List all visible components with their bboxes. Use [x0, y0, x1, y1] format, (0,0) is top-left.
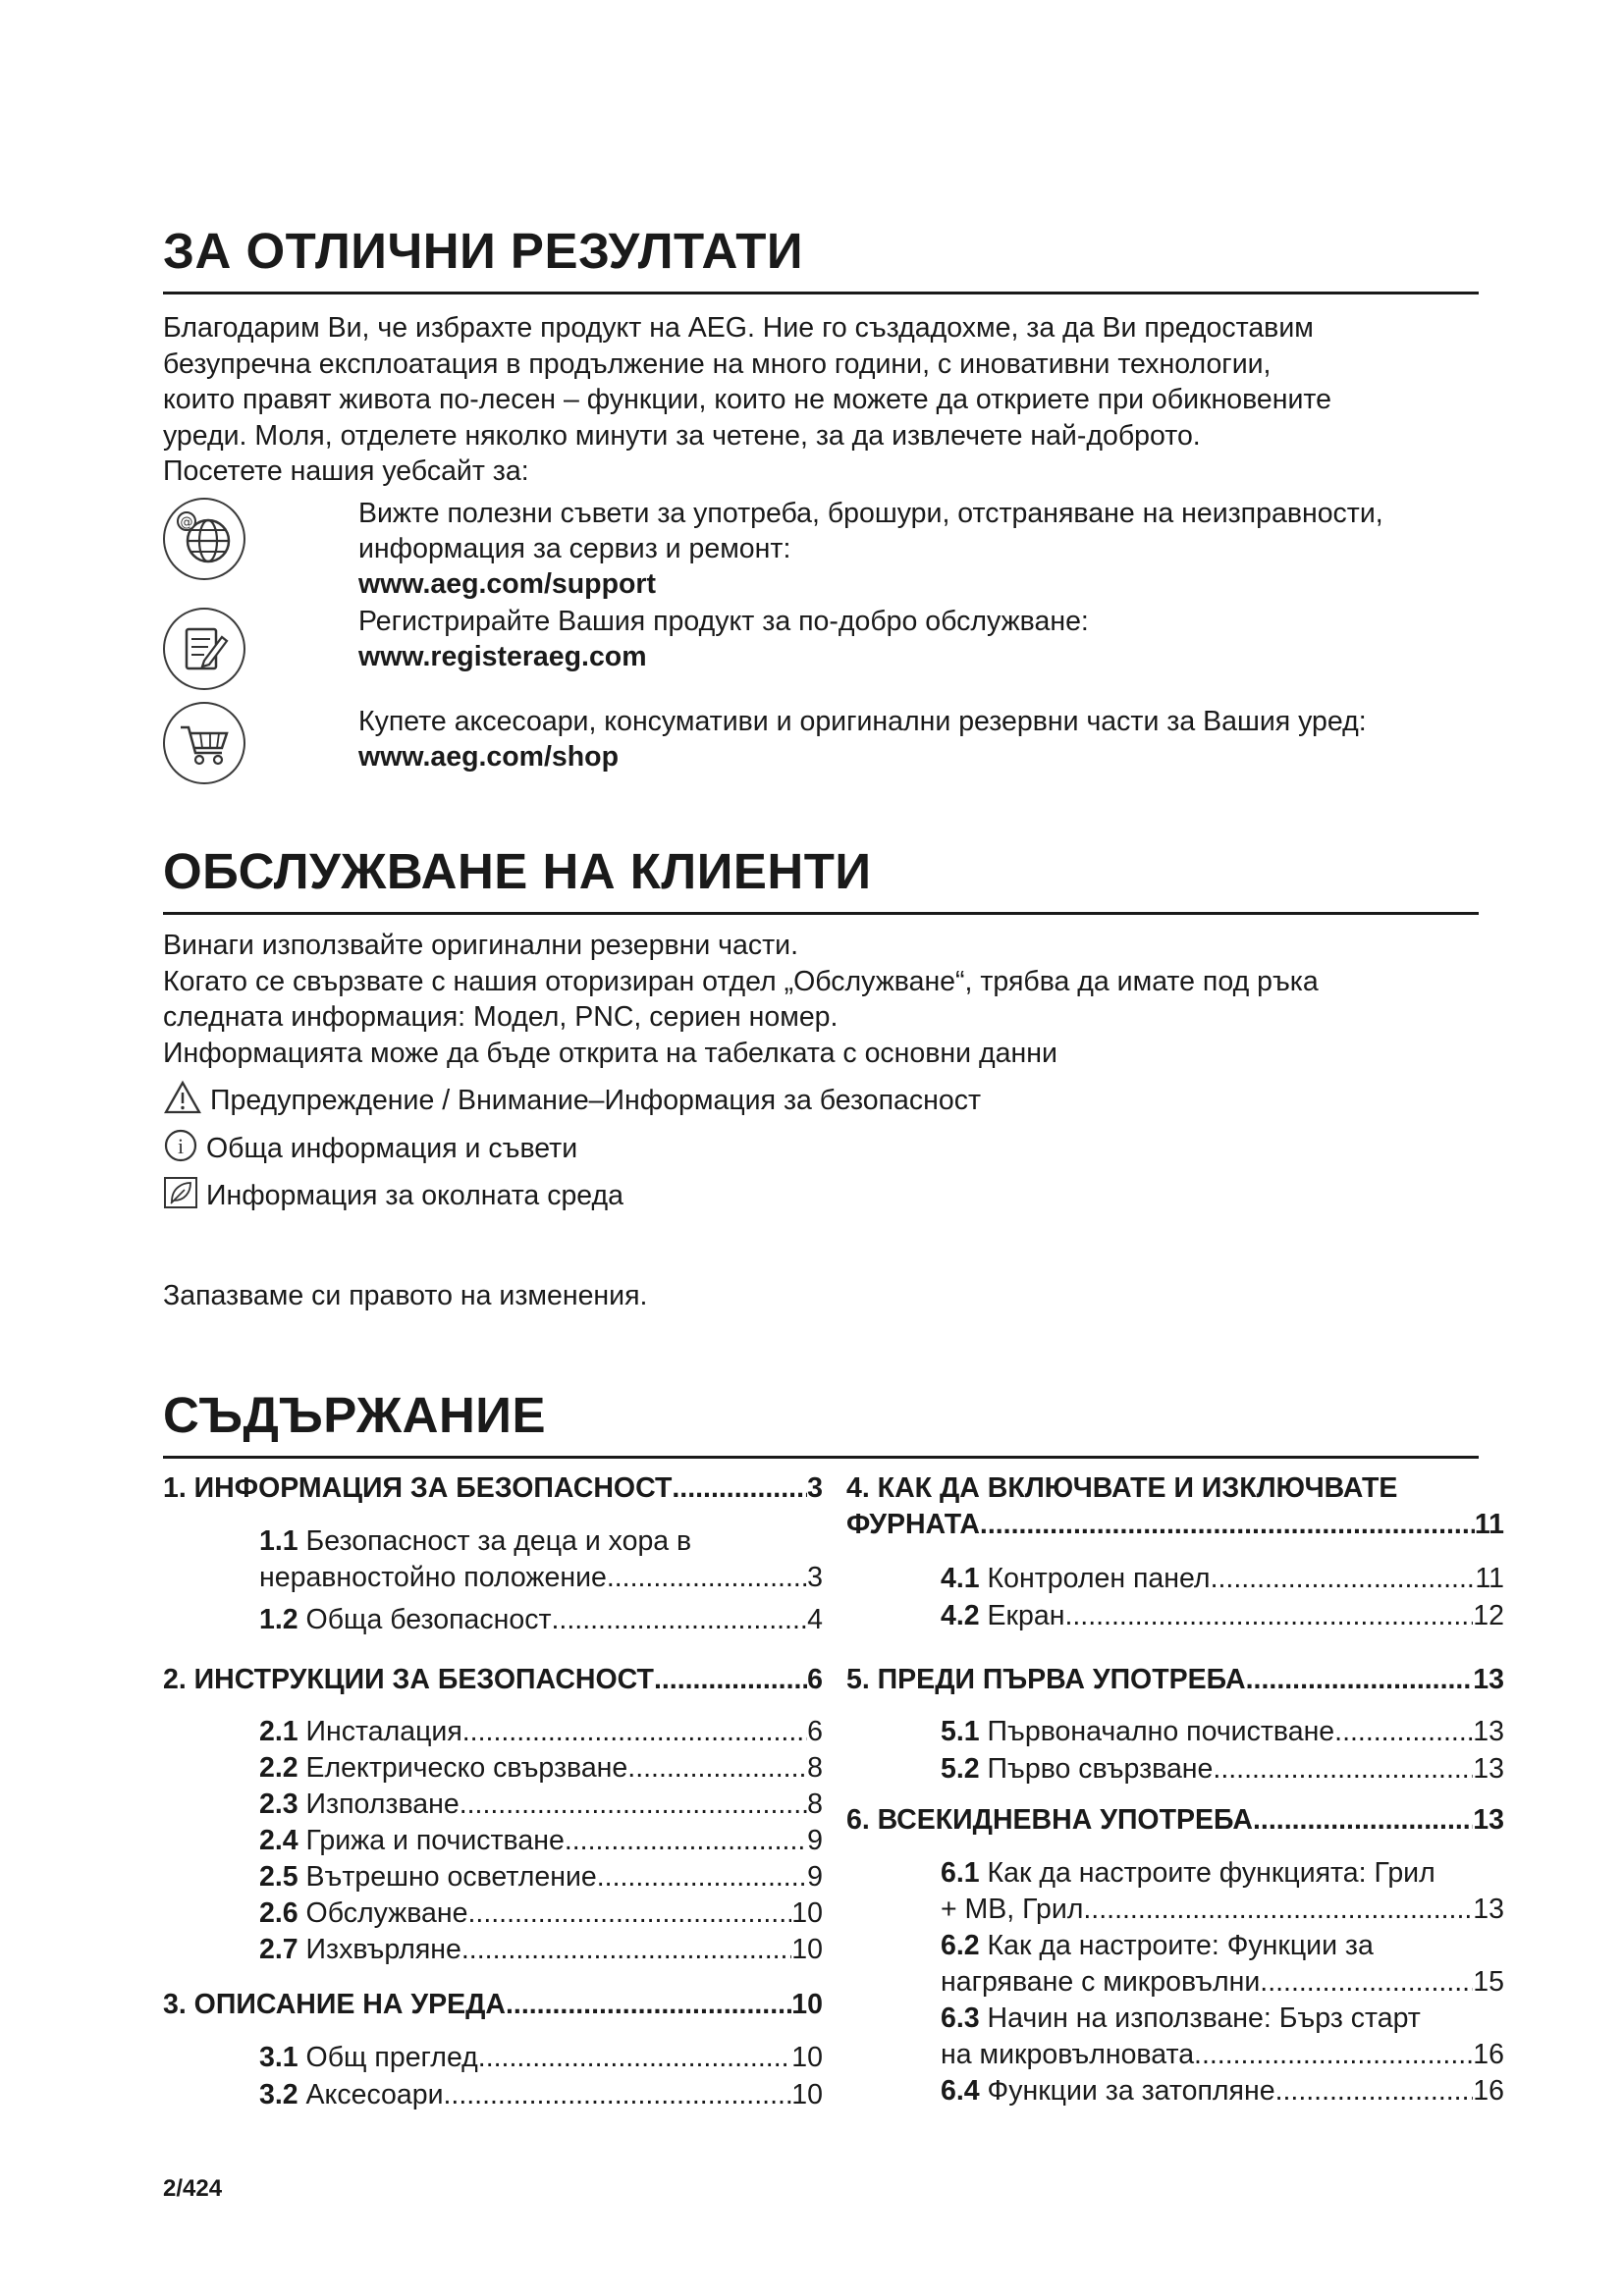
heading-customer-service: ОБСЛУЖВАНЕ НА КЛИЕНТИ — [163, 846, 1479, 915]
toc-item-number: 1.2 — [259, 1604, 298, 1635]
web-item-text: Купете аксесоари, консумативи и оригинални резервни части за Вашия уред: — [358, 706, 1367, 737]
toc-section-1[interactable] — [163, 1472, 823, 1505]
toc-section-title: ФУРНАТА — [846, 1509, 980, 1540]
toc-page: 11 — [1475, 1563, 1504, 1594]
toc-item-number: 3.2 — [259, 2079, 298, 2110]
svg-text:i: i — [177, 1134, 185, 1158]
toc-page: 10 — [791, 1934, 823, 1965]
toc-item-1-2[interactable] — [259, 1604, 823, 1636]
toc-page: 4 — [807, 1604, 823, 1635]
toc-item-text: Електрическо свързване — [305, 1752, 628, 1784]
toc-item[interactable] — [259, 1897, 823, 1930]
toc-page: 13 — [1473, 1804, 1504, 1836]
toc-item[interactable] — [259, 1861, 823, 1894]
toc-item-number: 6.3 — [941, 2002, 980, 2034]
register-link[interactable]: www.registeraeg.com — [358, 641, 647, 672]
toc-item-text: Начин на използване: Бърз старт — [987, 2002, 1421, 2034]
toc-page: 9 — [807, 1825, 823, 1856]
service-line: Винаги използвайте оригинални резервни части. — [163, 930, 798, 961]
toc-item[interactable] — [259, 2079, 823, 2111]
toc-item-text: нагряване с микровълни — [941, 1966, 1261, 1998]
toc-page: 3 — [807, 1472, 823, 1504]
toc-item[interactable] — [259, 2042, 823, 2074]
shopping-cart-icon — [163, 702, 245, 784]
toc-item-text: Първоначално почистване — [987, 1716, 1335, 1747]
toc-item-number: 2.4 — [259, 1825, 298, 1856]
legend-environment — [163, 1176, 623, 1218]
toc-page: 10 — [791, 1989, 823, 2020]
support-link[interactable]: www.aeg.com/support — [358, 568, 656, 600]
toc-item-number: 1.1 — [259, 1525, 298, 1557]
toc-item-number: 5.1 — [941, 1716, 980, 1747]
intro-line: които правят живота по-лесен – функции, които не можете да откриете при обикновените — [163, 384, 1331, 415]
toc-item[interactable] — [259, 1825, 823, 1857]
toc-section-2[interactable] — [163, 1664, 823, 1696]
toc-item-number: 2.6 — [259, 1897, 298, 1929]
toc-item-number: 3.1 — [259, 2042, 298, 2073]
service-paragraph — [163, 928, 1479, 1071]
toc-item-text: Контролен панел — [987, 1563, 1211, 1594]
toc-item-6-3[interactable] — [941, 2002, 1504, 2071]
heading-results: ЗА ОТЛИЧНИ РЕЗУЛТАТИ — [163, 226, 1479, 294]
toc-section-5[interactable] — [846, 1664, 1504, 1696]
globe-icon — [163, 498, 245, 580]
toc-section-title: 6. ВСЕКИДНЕВНА УПОТРЕБА — [846, 1804, 1254, 1836]
toc-item-number: 6.4 — [941, 2075, 980, 2107]
legend-info — [163, 1128, 577, 1172]
web-item-text: информация за сервиз и ремонт: — [358, 533, 791, 564]
toc-page: 3 — [807, 1562, 823, 1593]
toc-item-text: Обща безопасност — [305, 1604, 552, 1635]
toc-page: 10 — [791, 2079, 823, 2110]
toc-section-6[interactable] — [846, 1804, 1504, 1837]
toc-page: 13 — [1473, 1664, 1504, 1695]
page-number: 2/424 — [163, 2175, 223, 2202]
toc-item-text: Изхвърляне — [305, 1934, 461, 1965]
toc-item-text: Функции за затопляне — [987, 2075, 1275, 2107]
toc-item-text: Безопасност за деца и хора в — [305, 1525, 692, 1557]
toc-section-title: 1. ИНФОРМАЦИЯ ЗА БЕЗОПАСНОСТ — [163, 1472, 673, 1504]
heading-contents: СЪДЪРЖАНИЕ — [163, 1390, 1479, 1459]
toc-page: 10 — [791, 1897, 823, 1929]
toc-item-6-4[interactable] — [941, 2075, 1504, 2108]
shop-link[interactable]: www.aeg.com/shop — [358, 741, 619, 773]
toc-section-title: 5. ПРЕДИ ПЪРВА УПОТРЕБА — [846, 1664, 1246, 1695]
intro-paragraph — [163, 310, 1479, 490]
toc-item-text: Екран — [987, 1600, 1065, 1631]
intro-line: уреди. Моля, отделете няколко минути за четене, за да извлечете най-доброто. — [163, 419, 1201, 452]
toc-item[interactable] — [259, 1752, 823, 1785]
service-line: Когато се свързвате с нашия оторизиран отдел „Обслужване“, трябва да имате под ръка — [163, 965, 1319, 997]
toc-item-text: Използване — [305, 1789, 460, 1820]
toc-section-title: 2. ИНСТРУКЦИИ ЗА БЕЗОПАСНОСТ — [163, 1664, 654, 1695]
toc-item[interactable] — [941, 1753, 1504, 1786]
toc-item-6-2[interactable] — [941, 1930, 1504, 1999]
service-line: Информацията може да бъде открита на табелката с основни данни — [163, 1037, 1057, 1069]
toc-item-text: Инсталация — [305, 1716, 462, 1747]
legend-text: Предупреждение / Внимание–Информация за безопасност — [210, 1085, 982, 1117]
toc-item-number: 2.5 — [259, 1861, 298, 1893]
toc-item-number: 6.2 — [941, 1930, 980, 1961]
toc-item-text: на микровълновата — [941, 2039, 1195, 2070]
intro-line: Посетете нашия уебсайт за: — [163, 455, 529, 487]
service-line: следната информация: Модел, PNC, сериен номер. — [163, 1001, 839, 1033]
warning-triangle-icon — [163, 1080, 202, 1124]
toc-item[interactable] — [259, 1716, 823, 1748]
toc-page: 8 — [807, 1789, 823, 1820]
legend-warning — [163, 1080, 981, 1124]
toc-item-text: Как да настроите: Функции за — [987, 1930, 1374, 1961]
toc-item-number: 2.1 — [259, 1716, 298, 1747]
toc-page: 16 — [1473, 2075, 1504, 2107]
toc-section-title: 4. КАК ДА ВКЛЮЧВАТЕ И ИЗКЛЮЧВАТЕ — [846, 1472, 1398, 1504]
toc-item-text: Аксесоари — [305, 2079, 444, 2110]
web-item-text: Регистрирайте Вашия продукт за по-добро обслужване: — [358, 606, 1089, 637]
toc-item-number: 2.7 — [259, 1934, 298, 1965]
intro-line: безупречна експлоатация в продължение на много години, с иновативни технологии, — [163, 347, 1272, 380]
toc-item-text: + МВ, Грил — [941, 1894, 1084, 1925]
toc-item-number: 4.2 — [941, 1600, 980, 1631]
toc-page: 11 — [1474, 1509, 1504, 1540]
toc-item[interactable] — [941, 1563, 1504, 1595]
toc-item-text: Първо свързване — [987, 1753, 1214, 1785]
toc-item-number: 6.1 — [941, 1857, 980, 1889]
svg-text:@: @ — [180, 515, 193, 530]
toc-item[interactable] — [259, 1934, 823, 1966]
toc-item-text: неравностойно положение — [259, 1562, 607, 1593]
environment-leaf-icon — [163, 1176, 198, 1218]
register-form-icon — [163, 608, 245, 690]
toc-page: 12 — [1473, 1600, 1504, 1631]
toc-page: 8 — [807, 1752, 823, 1784]
legend-text: Информация за околната среда — [206, 1180, 624, 1212]
toc-item[interactable] — [941, 1716, 1504, 1748]
toc-item[interactable] — [941, 1600, 1504, 1632]
toc-page: 10 — [791, 2042, 823, 2073]
toc-section-4[interactable] — [846, 1472, 1504, 1541]
intro-line: Благодарим Ви, че избрахте продукт на AEG. Ние го създадохме, за да Ви предоставим — [163, 312, 1314, 344]
rights-note-text: Запазваме си правото на изменения. — [163, 1280, 648, 1311]
toc-page: 6 — [807, 1716, 823, 1747]
info-circle-icon — [163, 1128, 198, 1172]
toc-item-text: Вътрешно осветление — [305, 1861, 597, 1893]
toc-item-1-1[interactable] — [259, 1525, 823, 1594]
toc-page: 6 — [807, 1664, 823, 1695]
toc-item-number: 4.1 — [941, 1563, 980, 1594]
toc-page: 13 — [1473, 1753, 1504, 1785]
toc-item-number: 2.3 — [259, 1789, 298, 1820]
toc-item-text: Обслужване — [305, 1897, 468, 1929]
toc-item-text: Как да настроите функцията: Грил — [987, 1857, 1435, 1889]
toc-page: 15 — [1473, 1966, 1504, 1998]
toc-item-number: 5.2 — [941, 1753, 980, 1785]
toc-item-text: Общ преглед — [305, 2042, 478, 2073]
toc-item-number: 2.2 — [259, 1752, 298, 1784]
toc-page: 13 — [1473, 1894, 1504, 1925]
toc-item-6-1[interactable] — [941, 1857, 1504, 1926]
legend-text: Обща информация и съвети — [206, 1133, 578, 1165]
toc-item[interactable] — [259, 1789, 823, 1821]
toc-page: 16 — [1473, 2039, 1504, 2070]
web-item-text: Вижте полезни съвети за употреба, брошури, отстраняване на неизправности, — [358, 498, 1383, 529]
toc-page: 9 — [807, 1861, 823, 1893]
toc-item-text: Грижа и почистване — [305, 1825, 565, 1856]
toc-section-title: 3. ОПИСАНИЕ НА УРЕДА — [163, 1989, 506, 2020]
toc-page: 13 — [1473, 1716, 1504, 1747]
toc-section-3[interactable] — [163, 1989, 823, 2021]
rights-note — [163, 1278, 1479, 1314]
